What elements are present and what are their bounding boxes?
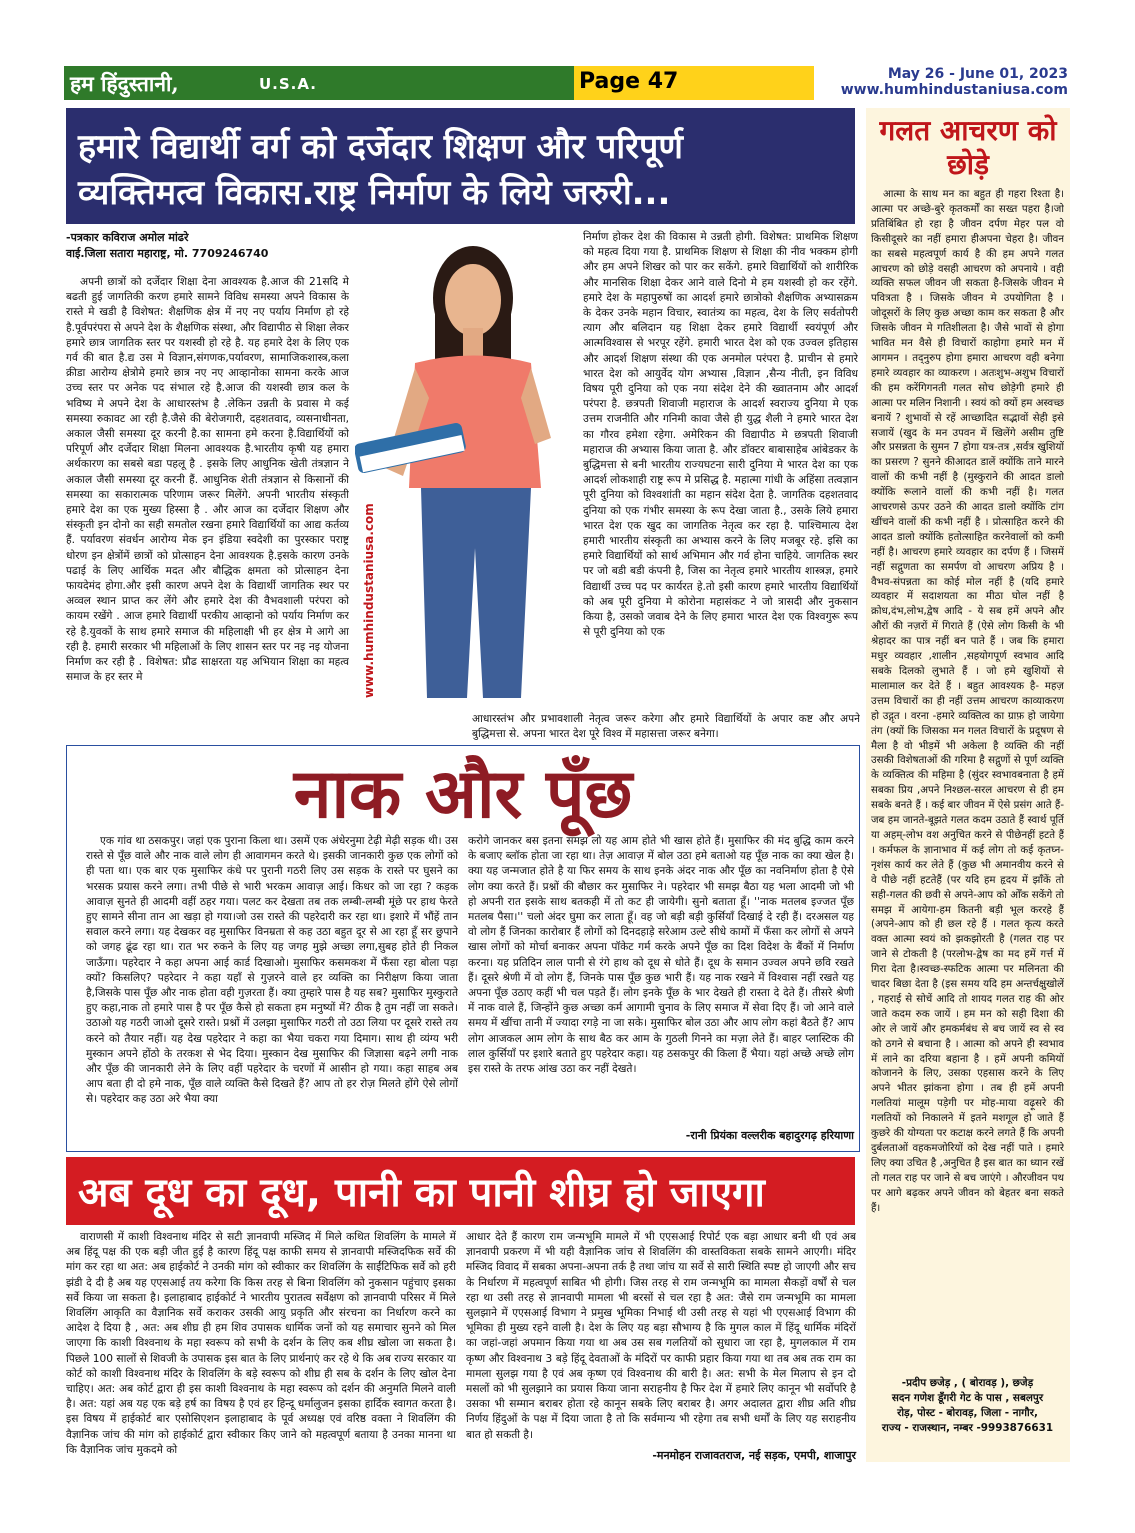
page-number-box [574, 66, 814, 100]
sidebar-column [866, 108, 1070, 1462]
article1-column2-text: निर्माण होकर देश की विकास मे उन्नती होगी. विशेषत: प्राथमिक शिक्षण को महत्व दिया गया है. प्राथमिक शिक्षण से शिक्षा की नीव भक्कम होगी और हम अपने शिखर को पार कर सकेंगे. हमारे विद्यार्थियों को शारीरिक और मानसिक शिक्षा देकर आने वाले दिनो मे हम यशस्वी हो कर रहेंगे. हमारे देश के महापुरुषों का आदर्श हमारे छात्रोको शैक्षणिक अभ्यासक्रम के देकर उनके महान विचार, स्वातंत्र्य का महत्व, देश के लिए सर्वतोपरी त्याग और बलिदान यह शिक्षा देकर हमारे विद्यार्थी स्वयंपूर्ण और आत्मविश्वास से भरपूर रहेंगे. हमारी भारत देश को एक उज्वल इतिहास और आदर्श शिक्षण संस्था की एक अनमोल परंपरा है. प्राचीन से हमारे भारत देश को आयुर्वेद योग अभ्यास ,विज्ञान ,सैन्य नीती, इन विविध विषय पूरी दुनिया को एक नया संदेश देने की ख्वातनाम और आदर्श परंपरा है. छत्रपती शिवाजी महाराज के आदर्श स्वराज्य दुनिया मे एक उत्तम राजनीति और गनिमी कावा जैसे ही युद्ध शैली ने हमारे भारत देश का गौरव हमेशा रहेगा. अमेरिकन की विद्यापीठ मे छत्रपती शिवाजी महाराज की अभ्यास किया जाता है. और डॉक्टर बाबासाहेब आंबेडकर के बुद्धिमत्ता से बनी भारतीय राज्यघटना सारी दुनिया मे भारत देश का एक आदर्श लोकशाही राष्ट्र रूप मे प्रसिद्ध है. महात्मा गांधी के अहिंसा तत्वज्ञान पूरी दुनिया को विश्वशांती का महान संदेश देता है. जागतिक दहशतवाद दुनिया को एक गंभीर समस्या के रूप देखा जाता है., उसके लिये हमारा भारत देश एक खुद का जागतिक नेतृत्व कर रहा है. पाश्चिमात्य देश हमारी भारतीय संस्कृती का अभ्यास करने के लिए मजबूर रहे. इसि का हमारे विद्यार्थियों को सार्थ अभिमान और गर्व होना चाहिये. जागतिक स्थर पर जो बडी बडी कंपनी है, जिस का नेतृत्व हमारे भारतीय शास्त्रज्ञ, हमारे विद्यार्थी उच्च पद पर कार्यरत हे.तो इसी कारण हमारे भारतीय विद्यार्थियों को अब पूरी दुनिया मे कोरोना महासंकट ने जो त्रासदी और नुकसान किया है, उसको जवाब देने के लिए हमारा भारत देश एक विश्वगुरू रूप से पूरी दुनिया को एक [583, 231, 858, 639]
article2-signature: -रानी प्रियंका वल्लरीक बहादुरगढ़ हरियाणा [685, 1129, 854, 1142]
article2-column1 [86, 834, 458, 1144]
date-block [820, 66, 1070, 100]
article1-column1 [66, 275, 349, 737]
sidebar-sign-line: सदन गणेश डूँगरी गेट के पास , सबलपुर [891, 1392, 1044, 1404]
article3-column1-text: वाराणसी में काशी विश्वनाथ मंदिर से सटी ज्ञानवापी मस्जिद में मिले कथित शिवलिंग के मामले में अब हिंदू पक्ष की एक बड़ी जीत हुई है कारण हिंदू पक्ष काफी समय से ज्ञानवापी मस्जिदफिक सर्वे की मांग कर रहा था अत: अब हाईकोर्ट ने उनकी मांग को स्वीकार कर शिवलिंग के साईंटिफिक सर्वे को हरी झंडी दे दी है अब यह एएसआई तय करेगा कि किस तरह से बिना शिवलिंग को नुकसान पहुंचाए इसका सर्वे किया जा सकता है। इलाहाबाद हाईकोर्ट ने भारतीय पुरातत्व सर्वेक्षण को ज्ञानवापी परिसर में मिले शिवलिंग आकृति का वैज्ञानिक सर्वे कराकर उसकी आयु प्रकृति और संरचना का निर्धारण करने का आदेश दे दिया है , अत: अब शीघ्र ही हम शिव उपासक धार्मिक जनों को यह समाचार सुनने को मिल जाएगा कि काशी विश्वनाथ के महा स्वरूप को सभी के दर्शन के लिए कब शीघ्र खोला जा सकता है। पिछले 100 सालों से शिवजी के उपासक इस बात के लिए प्रार्थनाएं कर रहे थे कि अब राज्य सरकार या कोर्ट को काशी विश्वनाथ मंदिर के शिवलिंग के बड़े स्वरूप को शीघ्र ही सब के दर्शन के लिए खोल देना चाहिए। अत: अब कोर्ट द्वारा ही इस काशी विश्वनाथ के महा स्वरूप को दर्शन की अनुमति मिलने वाली है। अत: यहां अब यह एक बड़े हर्ष का विषय है एवं हर हिन्दू धर्मालुजन इसका हार्दिक स्वागत करता है। इस विषय में हाईकोर्ट बार एसोसिएशन इलाहाबाद के पूर्व अध्यक्ष एवं वरिष्ठ वक्ता ने शिवलिंग की वैज्ञानिक जांच की मांग को हाईकोर्ट द्वारा स्वीकार किए जाने को महत्वपूर्ण बताया है उनका मानना था कि वैज्ञानिक जांच मुकदमे को [66, 1231, 456, 1456]
article1-headline-line1: हमारे विद्यार्थी वर्ग को दर्जेदार शिक्षण और परिपूर्ण [78, 127, 683, 167]
article2-column1-text: एक गांव था ठसकपुर। जहां एक पुराना किला था। उसमें एक अंधेरनुमा टेढ़ी मेढ़ी सड़क थी। उस रास्ते से पूँछ वाले और नाक वाले लोग ही आवागमन करते थे। इसकी जानकारी कुछ एक लोगों को ही पता था। एक बार एक मुसाफिर कंधे पर पुरानी गठरी लिए उस सड़क के रास्ते पर घुसने का भरसक प्रयास करने लगा। तभी पीछे से भारी भरकम आवाज़ आई। किधर को जा रहा ? कड़क आवाज़ सुनते ही आदमी वहीं ठहर गया। पलट कर देखता तब तक लम्बी-लम्बी मूंछे पर हाथ फेरते हुए सामने सीना तान आ खड़ा हो गया।जो उस रास्ते की पहरेदारी कर रहा था। इशारे में भौंहें तान सवाल करने लगा। यह देखकर वह मुसाफिर विनम्रता से कह उठा बहुत दूर से आ रहा हूँ सर छुपाने को जगह ढूंढ रहा था। रात भर रुकने के लिए यह जगह मुझे अच्छा लगा,सुबह होते ही निकल जाऊँगा। पहरेदार ने कहा अपना आई कार्ड दिखाओ। मुसाफिर कसमकश में फँसा रहा बोला पड़ा क्यों? किसलिए? पहरेदार ने कहा यहाँ से गुज़रने वाले हर व्यक्ति का निरीक्षण किया जाता है,जिसके पास पूँछ और नाक होता वही गुज़रता हैं। क्या तुम्हारे पास है यह सब? मुसाफिर मुस्कुराते हुए कहा,नाक तो हमारे पास है पर पूँछ कैसे हो सकता हम मनुष्यों में? ठीक है तुम नहीं जा सकते। उठाओ यह गठरी जाओ दूसरे रास्ते। प्रश्नों में उलझा मुसाफिर गठरी तो उठा लिया पर दूसरे रास्ते तय करने को तैयार नहीं। यह देख पहरेदार ने कहा का भैया चकरा गया दिमाग। साथ ही व्यंग्य भरी मुस्कान अपने होंठो के तरकश से भेद दिया। मुस्कान देख मुसाफिर की जिज्ञासा बढ़ने लगी नाक और पूँछ की जानकारी लेने के लिए वहीं पहरेदार के चरणों में आसीन हो गया। कहा साहब अब आप बता ही दो हमे नाक, पूँछ वाले व्यक्ति कैसे दिखते हैं? आप तो हर रोज़ मिलते होंगे ऐसे लोगों से। पहरेदार कह उठा अरे भैया क्या [86, 835, 458, 1106]
sidebar-text: आत्मा के साथ मन का बहुत ही गहरा रिश्ता है।आत्मा पर अच्छे-बुरे कृतकर्मों का सख्त पहरा है।जो प्रतिबिंबित हो रहा है जीवन दर्पण मेहर पल वो किसीदूसरे का नहीं हमारा हीअपना चेहरा है। जीवन का सबसे महत्वपूर्ण कार्य है की हम अपने गलत आचरण को छोड़े वसही आचरण को अपनाये । वही व्यक्ति सफल जीवन जी सकता है-जिसके जीवन मे पवित्रता है । जिसके जीवन मे उपयोगिता है । जोदूसरों के लिए कुछ अच्छा काम कर सकता है और जिसके जीवन मे गतिशीलता है। जैसे भावों से होगा भावित मन वैसे ही विचारों काहोगा हमारे मन में आगमन । तद्नुरुप होगा हमारा आचरण वही बनेगा हमारे व्यवहार का व्याकरण । अतःशुभ-अशुभ विचारों की हम करेंगिगनती गलत सोच छोड़ेगी हमारे ही आत्मा पर मलिन निशानी । स्वयं को क्यों हम अस्वच्छ बनायें ? शुभावों से रहें आच्छादित सद्भावों सेही इसे सजायें (खुद के मन उपवन में खिलेंगे असीम तुष्टि और प्रसन्नता के सुमन 7 होगा यत्र-तत्र ,सर्वत्र खुशियों का प्रसरण ? सुनने कीआदत डालें क्योंकि ताने मारने वालों की कभी नहीं है (मुस्कुराने की आदत डालो क्योंकि रूलाने वालों की कभी नहीं है। गलत आचरणसे ऊपर उठने की आदत डालो क्योंकि टांग खींचने वालों की कभी नहीं है । प्रोत्साहित करने की आदत डालो क्योंकि हतोत्साहित करनेवालों को कमी नहीं है। आचरण हमारे व्यवहार का दर्पण हैं । जिसमें नहीं सद्गुणता का समर्पण वो आचरण अप्रिय है । वैभव-संपन्नता का कोई मोल नहीं है (यदि हमारे व्यवहार में सदाशयता का मीठा घोल नहीं है क्रोध,दंभ,लोभ,द्वेष आदि - ये सब हमें अपने और औरों की नज़रों में गिराते हैं (ऐसे लोग किसी के भी श्रेहादर का पात्र नहीं बन पाते हैं । जब कि हमारा मधुर व्यवहार ,शालीन ,सहयोगपूर्ण स्वभाव आदि सबके दिलको लुभाते हैं । जो हमे खुशियों से मालामाल कर देते हैं । बहुत आवश्यक है- महज़ उत्तम विचारों का ही नहीं उत्तम आचरण काव्याकरण हो उद्गृत । वरना -हमारे व्यक्तित्व का ग्राफ़ हो जायेगा तंग (क्यों कि जिसका मन गलत विचारों के प्रदूषण से मैला है वो भीड़में भी अकेला है व्यक्ति की नहीं उसकी विशेषताओं की गरिमा है सद्गुणों से पूर्ण व्यक्ति के व्यक्तित्व की महिमा है (सुंदर स्वभावबनाता है हमें सबका प्रिय ,अपने निश्छल-सरल आचरण से ही हम सबके बनते हैं । कई बार जीवन में ऐसे प्रसंग आते हैं- जब हम जानते-बूझते गलत कदम उठाते हैं स्वार्थ पूर्ति या अहम्-लोभ वश अनुचित करने से पीछेनहीं हटते हैं । कर्मफल के ज्ञानाभाव में कई लोग तो कई कृतघ्न- नृशंस कार्य कर लेते हैं (कुछ भी अमानवीय करने से वे पीछे नहीं हटतेहैं (पर यदि हम हृदय में झाँकें तो सही-गलत की छवी से अपने-आप को ओँक सकेंगे तो समझ में आयेगा-हम कितनी बड़ी भूल कररहे हैं (अपने-आप को ही छल रहे हैं । गलत कृत्य करते वक्त आत्मा स्वयं को झकझोरती है (गलत राह पर जाने से टोकती है (परलोभ-द्वेष का मद हमें गर्त्त में गिरा देता है।स्वच्छ-स्फटिक आत्मा पर मलिनता की चादर बिछा देता है (इस समय यदि हम अन्तर्चक्षुखोलें , गहराई से सोचें आदि तो शायद गलत राह की ओर जाते कदम रुक जायें । हम मन को सही दिशा की ओर ले जायें और हमकर्मबंध से बच जायें स्व से स्व को ठगने से बचाना है । आत्मा को अपने ही स्वभाव में लाने का दरिया बहाना है । हमें अपनी कमियों कोजानने के लिए, उसका एहसास करने के लिए अपने भीतर झांकना होगा । तब ही हमें अपनी गलतियां मालूम पड़ेगी पर मोह-माया वढ़ूसरे की गलतियों को निकालने में इतने मशगूल हो जाते हैं कुछरे की योग्यता पर कटाक्ष करने लगते हैं कि अपनी दुर्बलताओं वहकमजोरियों को देख नहीं पाते । हमारे लिए क्या उचित है ,अनुचित है इस बात का ध्यान रखें तो गलत राह पर जाने से बच जाएंगे । औरजीवन पथ पर आगे बढ़कर अपने जीवन को बेहतर बना सकते हैं। [871, 189, 1064, 1214]
photo-watermark: www.humhindustaniusa.com [362, 503, 376, 698]
article3-signature: -मनमोहन राजावतराज, नई सड़क, एमपी, शाजापुर [652, 1449, 856, 1462]
masthead [64, 66, 574, 100]
article1-headline-line2: व्यक्तिमत्व विकास.राष्ट्र निर्माण के लिये जरुरी... [78, 173, 671, 213]
article3-column2 [466, 1230, 856, 1445]
article2-column2 [468, 834, 854, 1109]
article1-column1-text: अपनी छात्रों को दर्जेदार शिक्षा देना आवश्यक है.आज की 21सदि मे बढती हुई जागतिकी करण हमारे सामने विविध समस्या अपने विकास के रास्ते मे खडी है विशेषत: शैक्षणिक क्षेत्र में नए नए पर्याय निर्माण हो रहे है.पूर्वपरंपरा से अपने देश के शैक्षणिक संस्था, और विद्यापीठ से शिक्षा लेकर हमारे छात्र जागतिक स्तर पर यशस्वी हो रहे है. यह हमारे देश के लिए एक गर्व की बात है.द्य उस मे विज्ञान,संगणक,पर्यावरण, सामाजिकशास्त्र,कला क्रीडा आरोग्य क्षेत्रोमे हमारे छात्र नए नए आव्हानोका सामना करके आज उच्च स्तर पर अनेक पद संभाल रहे है.आज की यशस्वी छात्र कल के भविष्य मे अपने देश के आधारस्तंभ है .लेकिन उन्नती के प्रवास मे कई समस्या रुकावट आ रही है.जैसे की बेरोजगारी, दहशतवाद, व्यसनाधीनता, अकाल जैसी समस्या दूर करनी है.का सामना हमे करना है.विद्यार्थियों को परिपूर्ण और दर्जेदार शिक्षा मिलना आवश्यक है.भारतीय कृषी यह हमारा अर्थकारण का सबसे बडा पहलू है . इसके लिए आधुनिक खेती तंत्रज्ञान ने अकाल जैसी समस्या दूर करनी हैं. आधुनिक शेती तंत्रज्ञान से किसानों की समस्या का सकारात्मक परिणाम जरूर मिलेंगे. अपनी भारतीय संस्कृती हमारे देश का एक मुख्य हिस्सा है . और आज का दर्जेदार शिक्षण और संस्कृती इन दोनो का सही समतोल रखना हमारे विद्यार्थियों का आद्य कर्तव्य हैं. पर्यावरण संवर्धन आरोग्य मेक इन इंडिया स्वदेशी का पुरस्कार पराष्ट्र धोरण इन क्षेत्रोंमें छात्रों को प्रोत्साहन देना आवश्यक है.इसके कारण उनके पढाई के लिए आर्थिक मदत और बौद्धिक क्षमता को प्रोत्साहन देना फायदेमंद होगा.और इसी कारण अपने देश के विद्यार्थी जागतिक स्थर पर अव्वल स्थान प्राप्त कर लेंगे और हमारे देश की वैभवशाली परंपरा को कायम रखेंगे . आज हमारे विद्यार्थी परकीय आव्हानो को पर्याय निर्माण कर रहे है.युवकों के साथ हमारे समाज की महिलाक्षी भी हर क्षेत्र मे आगे आ रही है. हमारी सरकार भी महिलाओं के लिए शासन स्तर पर नइ नइ योजना निर्माण कर रही है . विशेषत: प्रौढ साक्षरता यह अभियान शिक्षा का महत्व समाज के हर स्तर मे [66, 276, 349, 684]
article1-continuation [472, 712, 860, 742]
newspaper-name: हम हिंदुस्तानी, [70, 71, 179, 96]
article1-headline [66, 108, 855, 224]
article1-bottom-text: आधारस्तंभ और प्रभावशाली नेतृत्व जरूर करेगा और हमारे विद्यार्थियों के अपार कष्ट और अपने बुद्धिमत्ता से. अपना भारत देश पूरे विश्व में महासत्ता जरूर बनेगा। [472, 713, 860, 741]
article2-column2-text: करोगे जानकर बस इतना समझ लो यह आम होते भी खास होते हैं। मुसाफिर की मंद बुद्धि काम करने के बजाए ब्लॉक होता जा रहा था। तेज़ आवाज़ में बोल उठा हमे बताओ यह पूँछ नाक का क्या खेल है। क्या यह जन्मजात होते है या फिर समय के साथ इनके अंदर नाक और पूँछ का नवनिर्माण होता है ऐसे लोग क्या करते हैं। प्रश्नों की बौछार कर मुसाफिर ने। पहरेदार भी समझ बैठा यह भला आदमी जो भी हो अपनी रात इसके साथ बतकही में तो कट ही जायेगी। सुनो बताता हूँ। ''नाक मतलब इज्जत पूँछ मतलब पैसा।'' चलो अंदर घुमा कर लाता हूँ। वह जो बड़ी बड़ी कुर्सियाँ दिखाई दे रही हैं। दरअसल यह वो लोग हैं जिनका कारोबार हैं लोगों को दिनदहाड़े सरेआम उल्टे सीधे कामों में फँसा कर लोगों से अपने खास लोगों को मोर्चा बनाकर अपना पॉकेट गर्म करके अपने पूँछ का दिश विदेश के बैंकों में निर्माण करना। यह प्रतिदिन लाल पानी से रंगे हाथ को दूध से धोते हैं। दूध के समान उज्वल अपने छवि रखते हैं। दूसरे श्रेणी में वो लोग हैं, जिनके पास पूँछ कुछ भारी हैं। यह नाक रखने में विश्वास नहीं रखते यह अपना पूँछ उठाए कहीं भी चल पड़ते हैं। लोग इनके पूँछ के भार देखते ही रास्ता दे देते हैं। तीसरे श्रेणी में नाक वाले हैं, जिन्होंने कुछ अच्छा कर्म आगामी चुनाव के लिए समाज में सेवा दिए हैं। जो आने वाले समय में खींचा तानी में ज्यादा रगड़े ना जा सके। मुसाफिर बोल उठा और आप लोग कहां बैठते हैं? आप लोग आजकल आम लोग के साथ बैठ कर आम के गुठली गिनने का मज़ा लेते हैं। बाहर प्लास्टिक की लाल कुर्सियाँ पर इशारे बताते हुए पहरेदार कहा। यह ठसकपुर की किला हैं भैया। यहां अच्छे अच्छे लोग इस रास्ते के तरफ आंख उठा कर नहीं देखते। [468, 835, 854, 1076]
edition-label: U.S.A. [259, 75, 317, 93]
byline-location: वाई.जिला सतारा महाराष्ट्र, मो. 7709246740 [66, 247, 269, 260]
sidebar-sign-line: राज्य - राजस्थान, नम्बर -9993876631 [881, 1422, 1054, 1434]
sidebar-sign-line: रोड़, पोस्ट - बोरावड़, जिला - नागौर, [897, 1407, 1038, 1419]
issue-date: May 26 - June 01, 2023 [887, 66, 1068, 82]
sidebar-sign-line: -प्रदीप छजेड़ , ( बोरावड़ ), छजेड़ [901, 1377, 1034, 1389]
article2-headline: नाक और पूँछ [293, 755, 633, 834]
page-label: Page 47 [579, 69, 679, 94]
article3-headline-bar [66, 1157, 855, 1225]
byline-author: -पत्रकार कविराज अमोल मांढरे [66, 231, 189, 244]
sidebar-title: गलत आचरण को छोड़े [879, 114, 1057, 181]
article1-byline [66, 230, 346, 262]
student-photo [355, 228, 577, 710]
article1-column2 [583, 230, 858, 700]
sidebar-signature [871, 1376, 1064, 1436]
article3-column2-text: आधार देते हैं कारण राम जन्मभूमि मामले में भी एएसआई रिपोर्ट एक बड़ा आधार बनी थी एवं अब ज्ञानवापी प्रकरण में भी यही वैज्ञानिक जांच से शिवलिंग की वास्तविकता सबके सामने आएगी। मंदिर मस्जिद विवाद में सबका अपना-अपना तर्क है तथा जांच या सर्वे से सारी स्थिति स्पष्ट हो जाएगी और सच के निर्धारण में महत्वपूर्ण साबित भी होगी। जिस तरह से राम जन्मभूमि का मामला सैकड़ों वर्षों से चल रहा था उसी तरह से ज्ञानवापी मामला भी बरसों से चल रहा है अत: जैसे राम जन्मभूमि का मामला सुलझाने में एएसआई विभाग ने प्रमुख भूमिका निभाई थी उसी तरह से यहां भी एएसआई विभाग की भूमिका ही मुख्य रहने वाली है। देश के लिए यह बड़ा सौभाग्य है कि मुगल काल में हिंदू धार्मिक मंदिरों का जहां-जहां अपमान किया गया था अब उस सब गलतियों को सुधारा जा रहा है, मुगलकाल में राम कृष्ण और विश्वनाथ 3 बड़े हिंदू देवताओं के मंदिरों पर काफी प्रहार किया गया था तब अब तक राम का मामला सुलझ गया है एवं अब कृष्ण एवं विश्वनाथ की बारी है। अत: सभी के मेल मिलाप से इन दो मसलों को भी सुलझाने का प्रयास किया जाना सराहनीय है फिर देश में हमारे लिए कानून भी सर्वोपरि है उसका भी सम्मान बराबर होता रहे कानून सबके लिए बराबर है। अगर अदालत द्वारा शीघ्र अति शीघ्र निर्णय हिंदुओं के पक्ष में दिया जाता है तो कि सर्वमान्य भी रहेगा तब सभी धर्मों के लिए यह सराहनीय बात हो सकती है। [466, 1231, 856, 1441]
article3-headline: अब दूध का दूध, पानी का पानी शीघ्र हो जाएगा [78, 1170, 765, 1216]
article3-column1 [66, 1230, 456, 1462]
website-link[interactable]: www.humhindustaniusa.com [840, 82, 1068, 98]
sidebar-body [871, 188, 1064, 1368]
student-illustration [355, 228, 577, 710]
